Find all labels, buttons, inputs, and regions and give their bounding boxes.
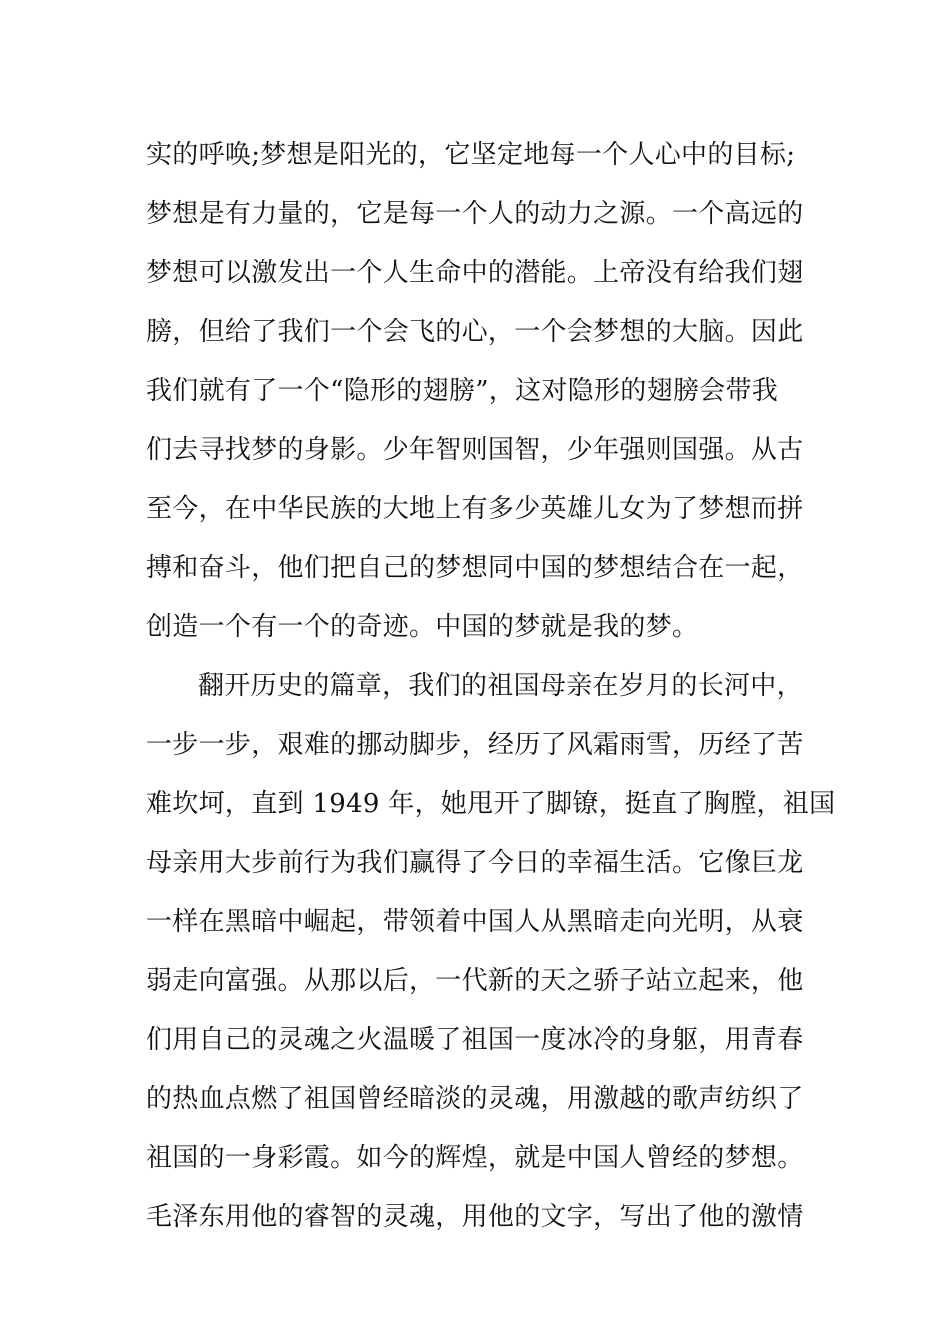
text-line: 膀，但给了我们一个会飞的心，一个会梦想的大脑。因此 xyxy=(146,317,804,347)
text-line: 搏和奋斗，他们把自己的梦想同中国的梦想结合在一起， xyxy=(146,553,804,583)
text-line: 实的呼唤;梦想是阳光的，它坚定地每一个人心中的目标; xyxy=(146,140,796,170)
essay-text xyxy=(146,126,836,1247)
text-line: 一样在黑暗中崛起，带领着中国人从黑暗走向光明，从衰 xyxy=(146,907,804,937)
text-line: 毛泽东用他的睿智的灵魂，用他的文字，写出了他的激情 xyxy=(146,1202,804,1232)
text-line: 一步一步，艰难的挪动脚步，经历了风霜雨雪，历经了苦 xyxy=(146,730,804,760)
text-line: 母亲用大步前行为我们赢得了今日的幸福生活。它像巨龙 xyxy=(146,848,804,878)
text-line: 难坎坷，直到 1949 年，她甩开了脚镣，挺直了胸膛，祖国 xyxy=(146,789,836,819)
text-line: 弱走向富强。从那以后，一代新的天之骄子站立起来，他 xyxy=(146,966,804,996)
text-line: 的热血点燃了祖国曾经暗淡的灵魂，用激越的歌声纺织了 xyxy=(146,1084,804,1114)
paragraph-start-line: 翻开历史的篇章，我们的祖国母亲在岁月的长河中， xyxy=(198,671,803,701)
text-line: 们去寻找梦的身影。少年智则国智，少年强则国强。从古 xyxy=(146,435,804,465)
text-line: 创造一个有一个的奇迹。中国的梦就是我的梦。 xyxy=(146,612,699,642)
text-line: 们用自己的灵魂之火温暖了祖国一度冰冷的身躯，用青春 xyxy=(146,1025,804,1055)
text-line: 至今，在中华民族的大地上有多少英雄儿女为了梦想而拼 xyxy=(146,494,804,524)
text-line: 梦想可以激发出一个人生命中的潜能。上帝没有给我们翅 xyxy=(146,258,804,288)
text-line: 祖国的一身彩霞。如今的辉煌，就是中国人曾经的梦想。 xyxy=(146,1143,804,1173)
text-line: 我们就有了一个“隐形的翅膀”，这对隐形的翅膀会带我 xyxy=(146,376,779,406)
text-line: 梦想是有力量的，它是每一个人的动力之源。一个高远的 xyxy=(146,199,804,229)
